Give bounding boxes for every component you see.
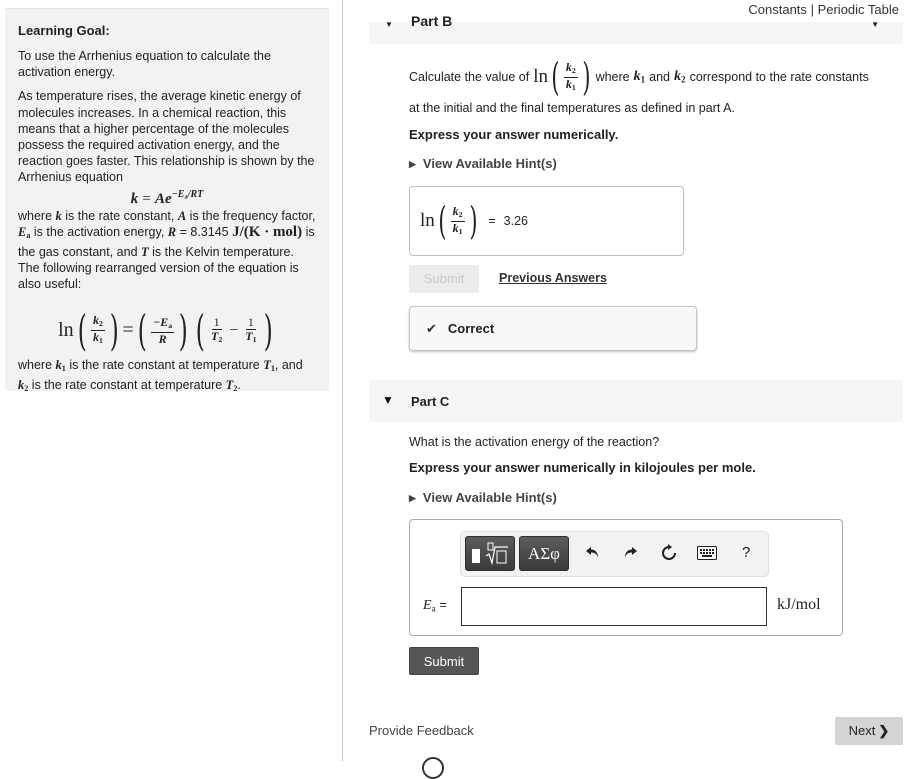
- rearranged-definitions: where $k_1$ is the rate constant at temperature $T_1$, and $k_2$ is the rate constant at temperature $T_2$.: [18, 357, 303, 393]
- symbols-button[interactable]: ΑΣφ: [519, 536, 569, 571]
- redo-icon[interactable]: [622, 544, 638, 565]
- learning-goal-intro: To use the Arrhenius equation to calculate the activation energy.: [18, 49, 271, 80]
- part-c-instruction: Express your answer numerically in kilojoules per mole.: [409, 460, 756, 475]
- part-b-title: Part B: [411, 13, 453, 29]
- checkmark-icon: ✔: [426, 320, 437, 336]
- learning-goal-panel: [5, 8, 329, 391]
- part-c-answer-box: [409, 519, 843, 636]
- partial-circle-icon: [422, 757, 444, 779]
- part-b-question-line2: at the initial and the final temperatures as defined in part A.: [409, 101, 735, 115]
- part-b-instruction: Express your answer numerically.: [409, 127, 619, 142]
- dropdown-triangle-icon: ▼: [871, 20, 879, 29]
- answer-equals: =: [488, 214, 496, 228]
- next-button[interactable]: Next ❯: [835, 717, 903, 745]
- variable-definitions: where k is the rate constant, A is the frequency factor, $E_a$ is the activation energy, R = 8.3145 J/(K · mol) is the gas constant, and T is the Kelvin temperature. The following rearranged version of the equation is also useful:: [18, 208, 316, 292]
- expand-triangle-icon: ▶: [409, 159, 416, 169]
- reset-icon[interactable]: [660, 544, 678, 567]
- link-separator: |: [810, 2, 814, 17]
- part-c-header[interactable]: [369, 380, 903, 422]
- collapse-triangle-icon: ▼: [382, 393, 394, 407]
- chevron-right-icon: ❯: [878, 723, 890, 738]
- part-b-header[interactable]: [369, 13, 903, 44]
- part-c-hint-toggle[interactable]: ▶ View Available Hint(s): [409, 490, 557, 505]
- provide-feedback-link[interactable]: Provide Feedback: [369, 723, 474, 738]
- ea-label: $E_a$ =: [423, 598, 447, 614]
- expand-triangle-icon: ▶: [409, 493, 416, 503]
- learning-goal-title: Learning Goal:: [18, 23, 110, 38]
- part-c-title: Part C: [411, 394, 450, 409]
- help-icon[interactable]: ?: [742, 544, 751, 561]
- rearranged-arrhenius-equation: ln ( $\frac{k_2}{k_1}$ ) = ( $\frac{-E_a}{R}$ ) ( $\frac{1}{T_2}$ − $\frac{1}{T_1}$ ): [58, 305, 273, 355]
- arrhenius-equation: $k = Ae^{-E_a/RT}$: [130, 188, 204, 207]
- part-c-question: What is the activation energy of the reaction?: [409, 435, 660, 449]
- undo-icon[interactable]: [585, 544, 601, 565]
- templates-button[interactable]: [465, 536, 515, 571]
- activation-energy-input[interactable]: [461, 587, 767, 626]
- learning-goal-paragraph: As temperature rises, the average kinetic energy of molecules increases. In a chemical reaction, this means that a higher percentage of the molecules possess the required activation energy, and the reaction goes faster. This relationship is shown by the Arrhenius equation: [18, 89, 315, 185]
- previous-answers-link[interactable]: Previous Answers: [499, 271, 607, 285]
- part-b-submit-button: Submit: [409, 265, 479, 293]
- correct-label: Correct: [447, 321, 495, 336]
- part-b-question: Calculate the value of ln ( $\frac{k_2}{k_1}$ ) where $k_1$ and $k_2$ correspond to the rate constants: [409, 55, 869, 99]
- collapse-triangle-icon: ▼: [385, 20, 393, 29]
- part-b-answer-box: ln ( $\frac{k_2}{k_1}$ ) = 3.26: [409, 186, 684, 256]
- part-b-answer-value: 3.26: [503, 214, 528, 228]
- correct-feedback-box: [409, 306, 697, 351]
- template-radical-icon: [472, 542, 509, 566]
- part-b-hint-toggle[interactable]: ▶ View Available Hint(s): [409, 156, 557, 171]
- part-c-submit-button[interactable]: Submit: [409, 647, 479, 675]
- periodic-table-link[interactable]: Periodic Table: [817, 2, 899, 17]
- keyboard-icon[interactable]: [697, 546, 717, 565]
- panel-divider: [342, 0, 343, 761]
- math-toolbar: [460, 531, 769, 577]
- constants-link[interactable]: Constants: [748, 2, 807, 17]
- unit-label: kJ/mol: [777, 596, 821, 613]
- top-links: [748, 2, 899, 17]
